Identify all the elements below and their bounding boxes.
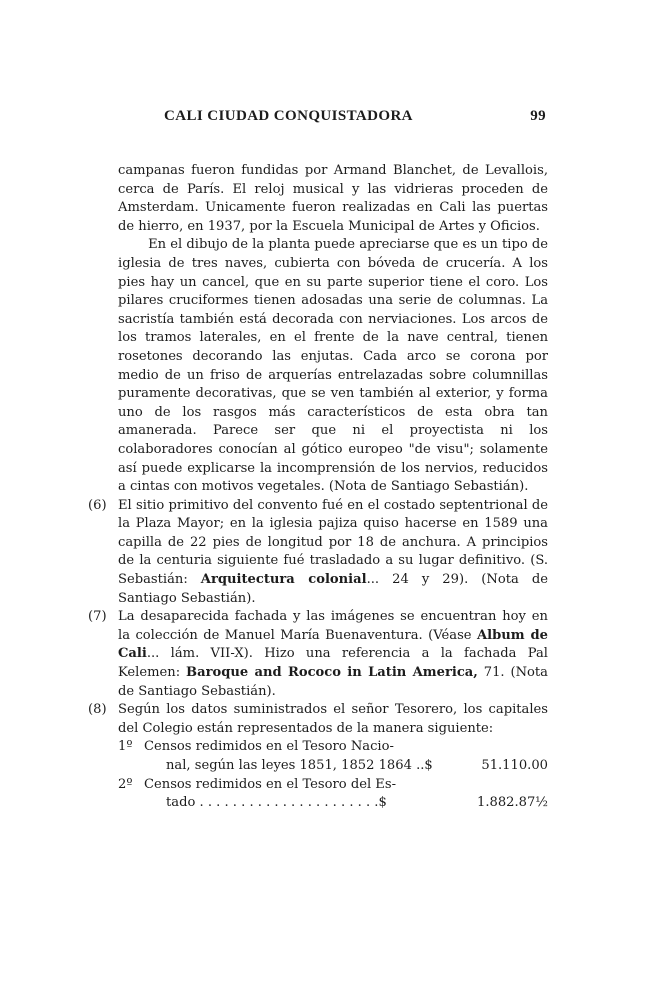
footnote-7-text-a: La desaparecida fachada y las imágenes se encuentran hoy en la colección de Manuel María Buenaventura. (Véase: [118, 609, 548, 643]
capital-item-1: [118, 738, 548, 775]
paragraph-continuation: campanas fueron fundidas por Armand Blanchet, de Levallois, cerca de París. El reloj musical y las vidrieras proceden de Amsterdam. Unicamente fueron realizadas en Cali las puertas de hierro, en 1937, por la Escuela Municipal de Artes y Oficios.: [118, 163, 548, 234]
footnote-6-number: (6): [88, 497, 107, 513]
capital-item-2-line1: Censos redimidos en el Tesoro del Es-: [144, 776, 397, 792]
footnote-7: [88, 608, 548, 701]
paragraph-floor-plan: En el dibujo de la planta puede apreciarse que es un tipo de iglesia de tres naves, cubierta con bóveda de crucería. A los pies hay un cancel, que en su parte superior tiene el coro. Los pilares cruciformes tienen adosadas una serie de columnas. La sacristía también está decorada con nerviaciones. Los arcos de los tramos laterales, en el frente de la nave central, tienen rosetones decorando las enjutas. Cada arco se corona por medio de un friso de arquerías entrelazadas sobre columnillas puramente decorativas, que se ven también al exterior, y forma uno de los rasgos más característicos de esta obra tan amanerada. Parece ser que ni el proyectista ni los colaboradores conocían al gótico europeo "de visu"; solamente así puede explicarse la incomprensión de los nervios, reducidos a cintas con motivos vegetales. (Nota de Santiago Sebastián).: [118, 237, 549, 495]
footnote-6-book-title: Arquitectura colonial: [200, 572, 367, 588]
capital-item-2-description: tado . . . . . . . . . . . . . . . . . . . . . .$: [166, 795, 387, 811]
footnote-7-book-title: Baroque and Rococo in Latin America,: [186, 665, 478, 681]
capital-item-1-amount: 51.110.00: [481, 758, 548, 773]
page-number: 99: [530, 108, 546, 124]
footnote-6-text-a: El sitio primitivo del convento fué en el costado septentrional de la Plaza Mayor; en la iglesia pajiza quiso hacerse en 1589 una capilla de 22 pies de longitud por 18 de anchura. A principios de la centuria siguiente fué trasladado a su lugar definitivo. (S. Sebastián:: [118, 497, 548, 588]
capital-item-1-line2: [144, 757, 548, 776]
capital-item-1-line1: Censos redimidos en el Tesoro Nacio-: [144, 739, 394, 755]
footnote-7-album-title: Album de Cali: [118, 627, 548, 662]
footnote-6-text-b: ... 24 y 29). (Nota de Santiago Sebastián).: [118, 572, 548, 606]
footnote-8-text: Según los datos suministrados el señor Tesorero, los capitales del Colegio están representados de la manera siguiente:: [118, 702, 548, 736]
capital-item-2-line2: [144, 794, 548, 813]
capital-item-2-amount: 1.882.87½: [477, 795, 548, 811]
capital-item-2: [118, 776, 548, 813]
footnote-7-text-b: ... lám. VII-X). Hizo una referencia a la fachada Pal Kelemen:: [118, 646, 548, 681]
capital-item-1-number: 1º: [118, 739, 133, 755]
capital-item-2-number: 2º: [118, 776, 133, 792]
capital-item-1-description: nal, según las leyes 1851, 1852 1864 ..$: [166, 758, 433, 773]
body-text: [88, 162, 549, 813]
footnote-8-number: (8): [88, 702, 107, 718]
footnote-8: [88, 701, 548, 813]
footnote-7-text-c: 71. (Nota de Santiago Sebastián).: [118, 665, 548, 699]
footnote-6: [88, 497, 548, 609]
running-head: [118, 108, 546, 130]
footnote-7-number: (7): [88, 609, 107, 625]
running-title: CALI CIUDAD CONQUISTADORA: [164, 108, 413, 124]
